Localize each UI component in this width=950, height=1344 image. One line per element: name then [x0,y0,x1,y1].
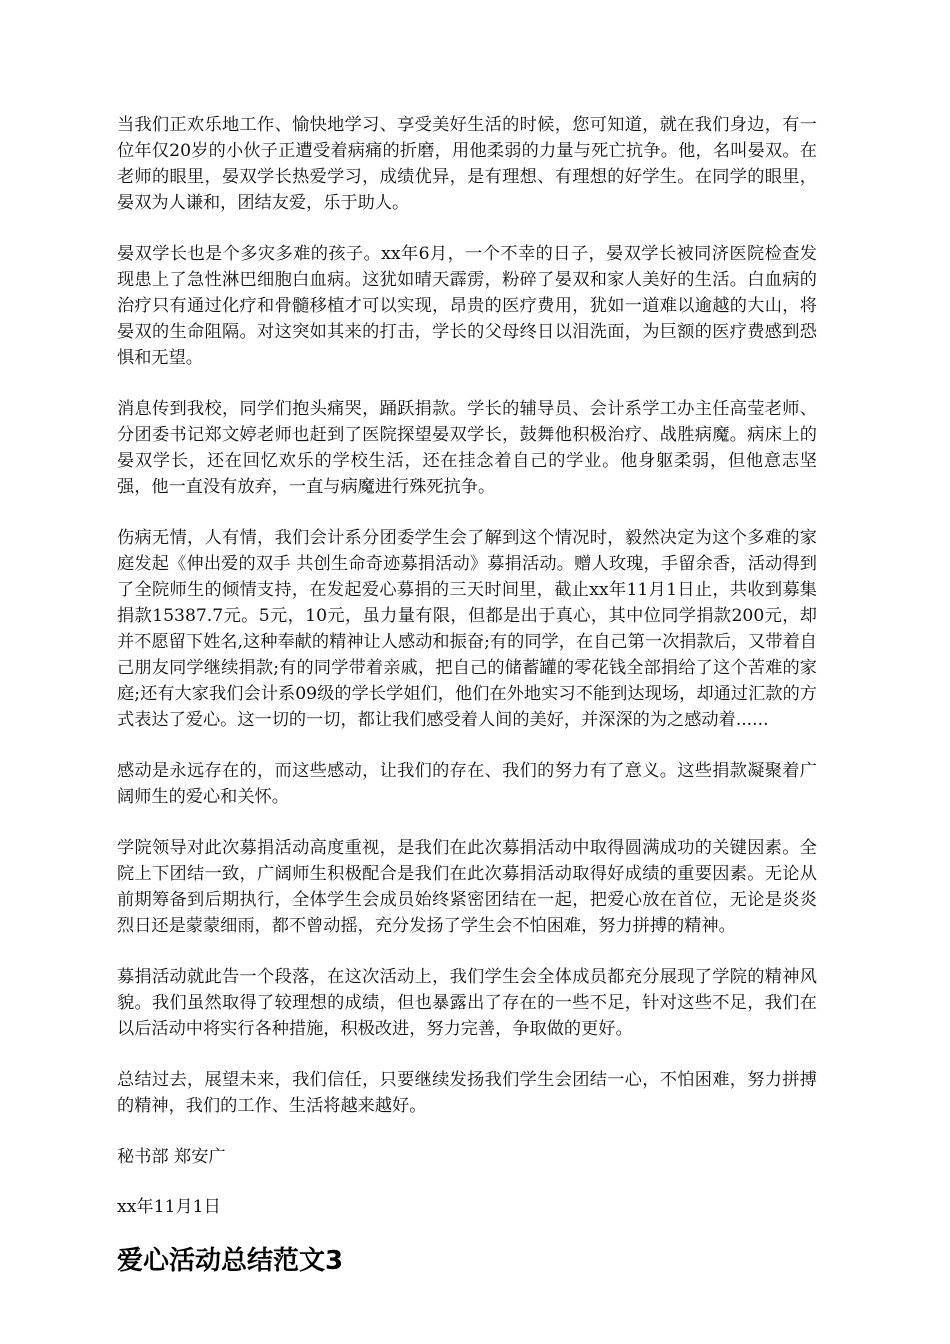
signature-date: xx年11月1日 [117,1197,221,1217]
document-page [117,112,817,1278]
paragraph-8: 总结过去，展望未来，我们信任，只要继续发扬我们学生会团结一心，不怕困难，努力拼搏的精神，我们的工作、生活将越来越好。 [117,1070,817,1116]
paragraph-1: 当我们正欢乐地工作、愉快地学习、享受美好生活的时候，您可知道，就在我们身边，有一位年仅20岁的小伙子正遭受着病痛的折磨，用他柔弱的力量与死亡抗争。他，名叫晏双。在老师的眼里，晏双学长热爱学习，成绩优异，是有理想、有理想的好学生。在同学的眼里，晏双为人谦和，团结友爱，乐于助人。 [117,115,817,213]
section-heading: 爱心活动总结范文3 [117,1246,344,1276]
paragraph-5: 感动是永远存在的，而这些感动，让我们的存在、我们的努力有了意义。这些捐款凝聚着广阔师生的爱心和关怀。 [117,761,817,807]
paragraph-6: 学院领导对此次募捐活动高度重视，是我们在此次募捐活动中取得圆满成功的关键因素。全院上下团结一致，广阔师生积极配合是我们在此次募捐活动取得好成绩的重要因素。无论从前期筹备到后期执行，全体学生会成员始终紧密团结在一起，把爱心放在首位，无论是炎炎烈日还是蒙蒙细雨，都不曾动摇，充分发扬了学生会不怕困难，努力拼搏的精神。 [117,838,817,936]
paragraph-7: 募捐活动就此告一个段落，在这次活动上，我们学生会全体成员都充分展现了学院的精神风貌。我们虽然取得了较理想的成绩，但也暴露出了存在的一些不足，针对这些不足，我们在以后活动中将实行各种措施，积极改进，努力完善，争取做的更好。 [117,967,817,1039]
paragraph-3: 消息传到我校，同学们抱头痛哭，踊跃捐款。学长的辅导员、会计系学工办主任高莹老师、分团委书记郑文婷老师也赶到了医院探望晏双学长，鼓舞他积极治疗、战胜病魔。病床上的晏双学长，还在回忆欢乐的学校生活，还在挂念着自己的学业。他身躯柔弱，但他意志坚强，他一直没有放弃，一直与病魔进行殊死抗争。 [117,399,817,497]
paragraph-4: 伤病无情，人有情，我们会计系分团委学生会了解到这个情况时，毅然决定为这个多难的家庭发起《伸出爱的双手 共创生命奇迹募捐活动》募捐活动。赠人玫瑰，手留余香，活动得到了全院师生的倾情支持，在发起爱心募捐的三天时间里，截止xx年11月1日止，共收到募集捐款15387.7元。5元，10元，虽力量有限，但都是出于真心，其中位同学捐款200元，却并不愿留下姓名,这种奉献的精神让人感动和振奋;有的同学，在自己第一次捐款后，又带着自己朋友同学继续捐款;有的同学带着亲戚，把自己的储蓄罐的零花钱全部捐给了这个苦难的家庭;还有大家我们会计系09级的学长学姐们，他们在外地实习不能到达现场，却通过汇款的方式表达了爱心。这一切的一切，都让我们感受着人间的美好，并深深的为之感动着...... [117,528,817,730]
signature-author: 秘书部 郑安广 [117,1147,226,1167]
paragraph-2: 晏双学长也是个多灾多难的孩子。xx年6月，一个不幸的日子，晏双学长被同济医院检查发现患上了急性淋巴细胞白血病。这犹如晴天霹雳，粉碎了晏双和家人美好的生活。白血病的治疗只有通过化疗和骨髓移植才可以实现，昂贵的医疗费用，犹如一道难以逾越的大山，将晏双的生命阻隔。对这突如其来的打击，学长的父母终日以泪洗面，为巨额的医疗费感到恐惧和无望。 [117,244,817,368]
